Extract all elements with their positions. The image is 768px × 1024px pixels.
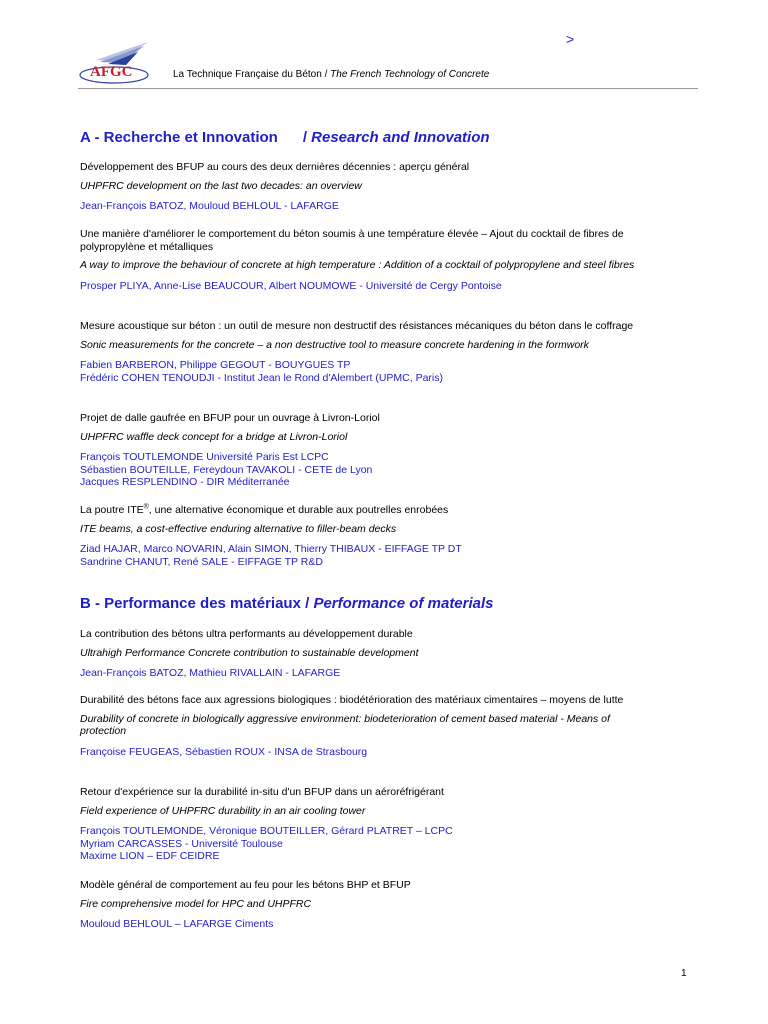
header-divider xyxy=(78,88,698,89)
entry-title-fr: Développement des BFUP au cours des deux dernières décennies : aperçu général xyxy=(80,161,470,173)
entry-authors xyxy=(80,359,640,384)
entry-title-fr: La poutre ITE®, une alternative économique et durable aux poutrelles enrobées xyxy=(80,503,449,516)
entry-title-en: Ultrahigh Performance Concrete contribution to sustainable development xyxy=(80,646,419,659)
entry-authors xyxy=(80,918,640,931)
header-title xyxy=(173,69,489,80)
section-b-title-fr: B - Performance des matériaux / xyxy=(80,595,314,612)
entry-title-en: UHPFRC development on the last two decades: an overview xyxy=(80,179,362,192)
entry-authors xyxy=(80,746,640,759)
author-line: Fabien BARBERON, Philippe GEGOUT - BOUYGUES TP xyxy=(80,359,351,371)
author-line: Myriam CARCASSES - Université Toulouse xyxy=(80,837,283,850)
header-title-en: The French Technology of Concrete xyxy=(330,69,490,80)
section-a-title-en: Research and Innovation xyxy=(311,129,490,146)
entry-authors xyxy=(80,667,640,680)
entry-title-fr: Modèle général de comportement au feu pour les bétons BHP et BFUP xyxy=(80,879,411,891)
entry-title-fr: Retour d'expérience sur la durabilité in-situ d'un BFUP dans un aéroréfrigérant xyxy=(80,786,444,798)
entry-b3 xyxy=(80,786,640,863)
author-line: Jean-François BATOZ, Mathieu RIVALLAIN - LAFARGE xyxy=(80,667,341,679)
entry-title-en: Durability of concrete in biologically aggressive environment: biodeterioration of cement based material - Means of protection xyxy=(80,712,610,737)
section-a-title-fr: A - Recherche et Innovation xyxy=(80,129,278,146)
author-line: Prosper PLIYA, Anne-Lise BEAUCOUR, Albert NOUMOWE - Université de Cergy Pontoise xyxy=(80,279,502,292)
entry-title-en: ITE beams, a cost-effective enduring alternative to filler-beam decks xyxy=(80,522,397,535)
entry-authors xyxy=(80,200,640,213)
entry-title-en: Field experience of UHPFRC durability in an air cooling tower xyxy=(80,804,366,817)
author-line: François TOUTLEMONDE Université Paris Est LCPC xyxy=(80,451,329,463)
entry-b1 xyxy=(80,628,640,680)
afgc-logo xyxy=(78,42,156,84)
next-page-link[interactable]: > xyxy=(566,31,575,47)
author-line: Ziad HAJAR, Marco NOVARIN, Alain SIMON, Thierry THIBAUX - EIFFAGE TP DT xyxy=(80,543,462,555)
entry-a1 xyxy=(80,161,640,213)
header-title-fr: La Technique Française du Béton / xyxy=(173,69,331,80)
author-line: François TOUTLEMONDE, Véronique BOUTEILLER, Gérard PLATRET – LCPC xyxy=(80,825,453,837)
entry-a3 xyxy=(80,320,640,384)
author-line: Maxime LION – EDF CEIDRE xyxy=(80,850,220,862)
entry-a5 xyxy=(80,504,640,568)
entry-b2 xyxy=(80,694,640,758)
author-line: Frédéric COHEN TENOUDJI - Institut Jean le Rond d'Alembert (UPMC, Paris) xyxy=(80,371,443,384)
section-a-title xyxy=(80,129,490,146)
entry-title-fr: Une manière d'améliorer le comportement du béton soumis à une température élevée – Ajout du cocktail de fibres de polypropylène et métalliques xyxy=(80,228,624,253)
author-line: Jacques RESPLENDINO - DIR Méditerranée xyxy=(80,476,290,488)
entry-b4 xyxy=(80,879,640,931)
registered-mark: ® xyxy=(143,503,149,511)
entry-title-fr: Durabilité des bétons face aux agressions biologiques : biodétérioration des matériaux cimentaires – moyens de lutte xyxy=(80,694,624,706)
author-line: Jean-François BATOZ, Mouloud BEHLOUL - LAFARGE xyxy=(80,200,339,212)
entry-a4 xyxy=(80,412,640,489)
page-number: 1 xyxy=(681,968,687,979)
entry-authors xyxy=(80,280,640,293)
entry-authors xyxy=(80,451,640,489)
section-b-title xyxy=(80,595,494,612)
author-line: Françoise FEUGEAS, Sébastien ROUX - INSA de Strasbourg xyxy=(80,745,368,758)
entry-title-en: UHPFRC waffle deck concept for a bridge at Livron-Loriol xyxy=(80,430,348,443)
author-line: Sébastien BOUTEILLE, Fereydoun TAVAKOLI - CETE de Lyon xyxy=(80,463,373,476)
author-line: Sandrine CHANUT, René SALE - EIFFAGE TP R&D xyxy=(80,555,323,568)
entry-title-fr: Projet de dalle gaufrée en BFUP pour un ouvrage à Livron-Loriol xyxy=(80,412,380,424)
author-line: Mouloud BEHLOUL – LAFARGE Ciments xyxy=(80,918,274,930)
svg-text:AFGC: AFGC xyxy=(90,64,133,80)
section-b-title-en: Performance of materials xyxy=(313,595,494,612)
entry-title-fr: Mesure acoustique sur béton : un outil de mesure non destructif des résistances mécaniques du béton dans le coffrage xyxy=(80,320,634,332)
entry-a2 xyxy=(80,228,640,292)
entry-authors xyxy=(80,825,640,863)
afgc-logo-graphic xyxy=(78,42,156,84)
entry-title-fr: La contribution des bétons ultra performants au développement durable xyxy=(80,628,413,640)
entry-title-en: Fire comprehensive model for HPC and UHPFRC xyxy=(80,897,312,910)
entry-authors xyxy=(80,543,640,568)
entry-title-en: A way to improve the behaviour of concrete at high temperature : Addition of a cocktail of polypropylene and steel fibres xyxy=(80,259,635,271)
section-a-separator: / xyxy=(302,129,312,146)
entry-title-en: Sonic measurements for the concrete – a non destructive tool to measure concrete hardening in the formwork xyxy=(80,338,589,351)
